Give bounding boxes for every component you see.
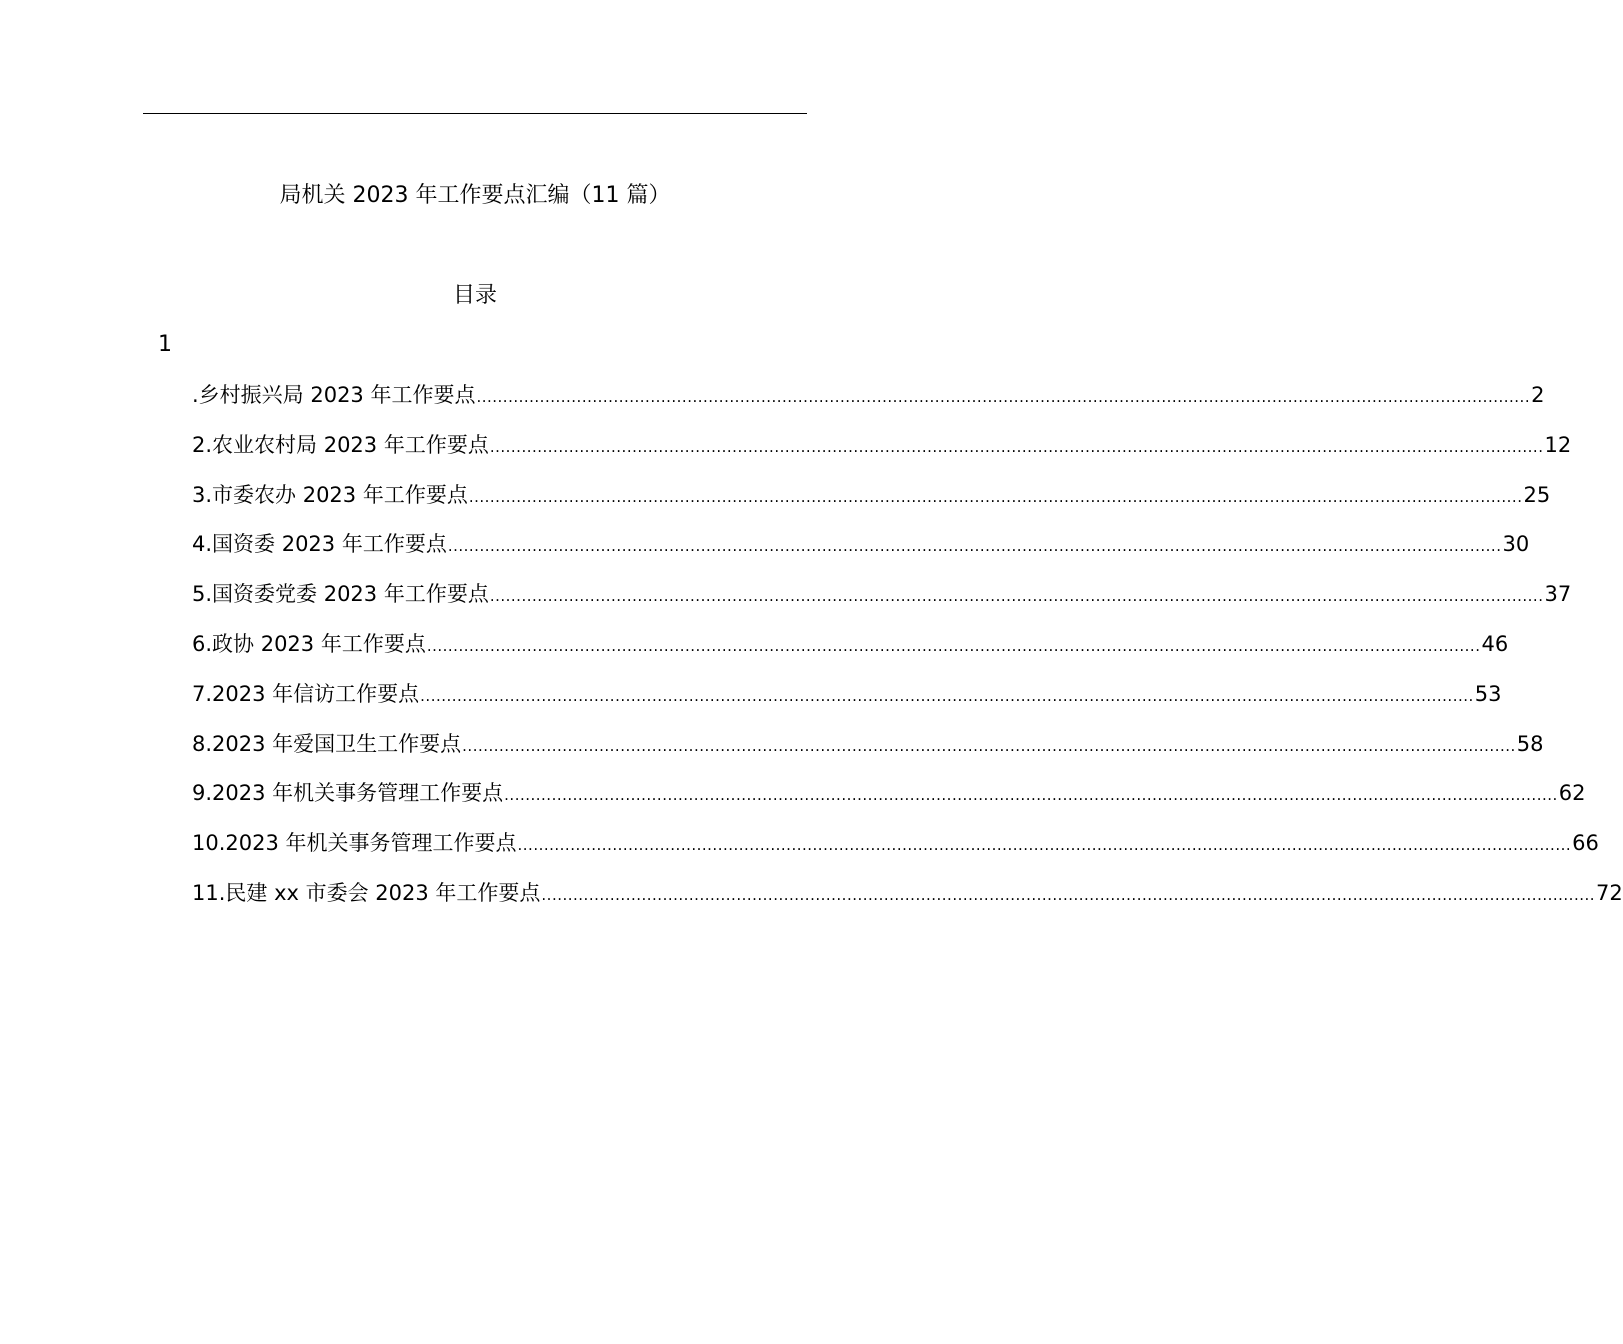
- toc-entry-label: 2.农业农村局 2023 年工作要点: [192, 432, 489, 457]
- toc-list: [192, 375, 1623, 923]
- toc-entry-label: 4.国资委 2023 年工作要点: [192, 532, 447, 557]
- toc-dot-leader: ........................................................................................................................................................................................................: [476, 388, 1531, 406]
- toc-entry-page: 12: [1544, 432, 1572, 457]
- toc-entry-label: 6.政协 2023 年工作要点: [192, 631, 426, 656]
- toc-entry-page: 72: [1596, 880, 1623, 905]
- toc-entry-page: 2: [1531, 383, 1545, 407]
- toc-dot-leader: ........................................................................................................................................................................................................: [489, 587, 1544, 606]
- toc-entry-label: 8.2023 年爱国卫生工作要点: [192, 731, 462, 756]
- toc-entry-label: .乡村振兴局 2023 年工作要点: [192, 383, 476, 407]
- toc-entry-3[interactable]: [192, 475, 1551, 525]
- toc-dot-leader: ........................................................................................................................................................................................................: [447, 537, 1502, 556]
- toc-dot-leader: ........................................................................................................................................................................................................: [468, 487, 1523, 506]
- toc-entry-label: 3.市委农办 2023 年工作要点: [192, 482, 468, 507]
- toc-entry-2[interactable]: [192, 425, 1572, 475]
- toc-entry-page: 25: [1523, 482, 1551, 507]
- toc-entry-8[interactable]: [192, 724, 1544, 774]
- toc-entry-4[interactable]: [192, 524, 1530, 574]
- toc-entry-page: 66: [1572, 831, 1599, 856]
- toc-entry-page: 30: [1502, 532, 1530, 557]
- toc-entry-page: 62: [1558, 781, 1586, 806]
- toc-dot-leader: ........................................................................................................................................................................................................: [420, 686, 1474, 705]
- toc-entry-label: 5.国资委党委 2023 年工作要点: [192, 582, 489, 607]
- toc-dot-leader: ........................................................................................................................................................................................................: [504, 786, 1558, 805]
- toc-entry-9[interactable]: [192, 773, 1586, 823]
- toc-entry-10[interactable]: [192, 823, 1599, 873]
- toc-entry-label: 7.2023 年信访工作要点: [192, 681, 420, 706]
- toc-entry-label: 9.2023 年机关事务管理工作要点: [192, 781, 504, 806]
- toc-entry-page: 37: [1544, 582, 1572, 607]
- toc-entry-6[interactable]: [192, 624, 1509, 674]
- toc-dot-leader: ........................................................................................................................................................................................................: [517, 836, 1572, 855]
- toc-entry-11[interactable]: [192, 873, 1623, 923]
- toc-entry-label: 10.2023 年机关事务管理工作要点: [192, 831, 517, 856]
- document-title: 局机关 2023 年工作要点汇编（11 篇）: [279, 183, 671, 208]
- toc-dot-leader: ........................................................................................................................................................................................................: [426, 636, 1481, 655]
- toc-entry-label: 11.民建 xx 市委会 2023 年工作要点: [192, 880, 541, 905]
- toc-entry-5[interactable]: [192, 574, 1572, 624]
- toc-entry-page: 58: [1516, 731, 1544, 756]
- header-rule: [143, 113, 807, 114]
- stray-number: 1: [158, 332, 172, 357]
- toc-entry-1[interactable]: [192, 375, 1545, 425]
- toc-entry-7[interactable]: [192, 674, 1502, 724]
- toc-dot-leader: ........................................................................................................................................................................................................: [462, 736, 1516, 755]
- toc-entry-page: 53: [1474, 681, 1502, 706]
- toc-heading: 目录: [452, 283, 497, 308]
- toc-dot-leader: ........................................................................................................................................................................................................: [541, 885, 1596, 904]
- toc-entry-page: 46: [1481, 631, 1509, 656]
- toc-dot-leader: ........................................................................................................................................................................................................: [489, 437, 1544, 456]
